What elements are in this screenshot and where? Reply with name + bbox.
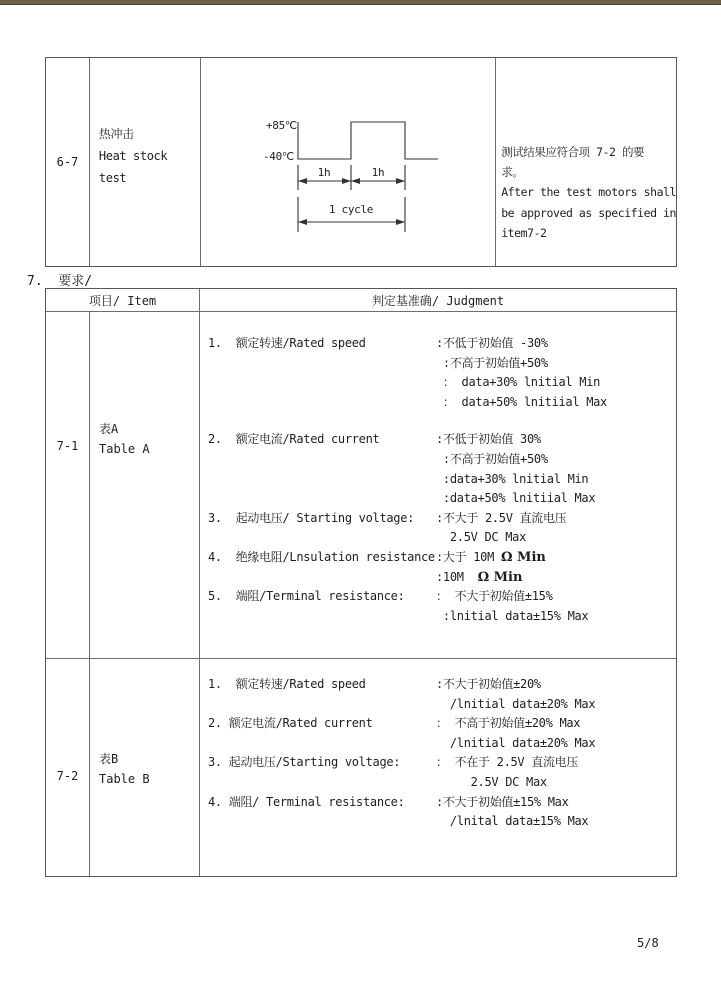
thermal-cycle-diagram — [201, 105, 497, 240]
requirements-header-row — [46, 289, 676, 312]
row-number: 7-2 — [46, 659, 90, 876]
heat-shock-table — [45, 57, 677, 267]
row-judgment-content — [200, 312, 676, 658]
requirements-table — [45, 288, 677, 877]
judgment-text-line: 求。 — [501, 165, 524, 180]
requirement-line: 2. 额定电流/Rated current ： 不高于初始值±20% Max — [208, 716, 581, 731]
test-name-cn: 热冲击 — [98, 127, 134, 141]
requirement-line: 2.5V DC Max — [436, 774, 547, 789]
ohm-min-bold: Ω Min — [477, 569, 523, 585]
requirement-line: 3. 起动电压/Starting voltage: ： 不在于 2.5V 直流电压 — [208, 755, 579, 770]
judgment-text-line: be approved as specified in — [501, 205, 676, 220]
row-number: 7-1 — [46, 312, 90, 658]
header-item: 项目/ Item — [46, 289, 200, 311]
row-name-en: Table B — [99, 772, 150, 786]
judgment-text-line: item7-2 — [501, 225, 547, 240]
top-accent-bar — [0, 0, 721, 5]
requirement-line: /lnitial data±20% Max — [436, 696, 596, 711]
row-name-cn: 表B — [99, 752, 119, 766]
requirement-line: 2.5V DC Max — [436, 530, 527, 545]
row-name-cell — [90, 659, 200, 876]
requirement-line: 4. 绝缘电阻/Lnsulation resistance :大于 10M Ω Min — [208, 549, 546, 565]
requirement-line: 3. 起动电压/ Starting voltage: :不大于 2.5V 直流电压 — [208, 510, 567, 525]
header-judgment: 判定基准确/ Judgment — [371, 293, 505, 308]
row-name-cn: 表A — [99, 422, 119, 436]
requirement-line: ： data+50% lnitiial Max — [436, 394, 607, 409]
requirement-line: 2. 额定电流/Rated current :不低于初始值 30% — [208, 432, 541, 447]
ohm-min-bold: Ω Min — [500, 549, 546, 565]
requirement-line: :lnitial data±15% Max — [436, 608, 589, 623]
section-7-heading: 7. 要求/ — [27, 274, 93, 289]
row-name-cell — [90, 312, 200, 658]
test-condition-cell — [201, 58, 496, 266]
row-judgment-content — [200, 659, 676, 876]
requirement-line: /lnital data±15% Max — [436, 814, 589, 829]
requirement-line: ： data+30% lnitial Min — [436, 375, 601, 390]
duration-1h-label: 1h — [371, 166, 385, 179]
requirement-line: :不高于初始值+50% — [436, 355, 548, 370]
arrowhead — [342, 178, 351, 184]
temp-high-label: +85℃ — [265, 119, 297, 132]
judgment-cell — [496, 58, 676, 266]
page-number: 5/8 — [637, 936, 659, 950]
arrowhead — [298, 178, 307, 184]
test-name-cell — [90, 58, 201, 266]
requirement-line: :data+50% lnitiial Max — [436, 491, 596, 506]
table-row-7-2 — [46, 659, 676, 876]
arrowhead — [396, 219, 405, 225]
requirement-line: /lnitial data±20% Max — [436, 735, 596, 750]
requirement-line: 4. 端阻/ Terminal resistance: :不大于初始值±15% Max — [208, 794, 569, 809]
arrowhead — [396, 178, 405, 184]
judgment-text-line: 测试结果应符合项 7-2 的要 — [501, 145, 645, 159]
table-row-7-1 — [46, 312, 676, 659]
arrowhead — [298, 219, 307, 225]
duration-1h-label: 1h — [317, 166, 331, 179]
item-number-cell: 6-7 — [46, 58, 90, 266]
requirement-line: :不高于初始值+50% — [436, 451, 548, 466]
temperature-waveform — [298, 122, 438, 159]
requirement-line: 1. 额定转速/Rated speed :不低于初始值 -30% — [208, 336, 548, 350]
requirement-line: 5. 端阻/Terminal resistance: ： 不大于初始值±15% — [208, 589, 553, 604]
row-name-en: Table A — [99, 442, 150, 456]
temp-low-label: -40℃ — [262, 150, 294, 163]
test-name-en: Heat stock test — [98, 149, 168, 185]
requirement-line: :10M Ω Min — [436, 569, 523, 585]
requirement-line: 1. 额定转速/Rated speed :不大于初始值±20% — [208, 677, 541, 691]
judgment-text-line: After the test motors shall — [501, 185, 676, 200]
arrowhead — [351, 178, 360, 184]
requirement-line: :data+30% lnitial Min — [436, 471, 589, 486]
cycle-label: 1 cycle — [328, 203, 373, 216]
